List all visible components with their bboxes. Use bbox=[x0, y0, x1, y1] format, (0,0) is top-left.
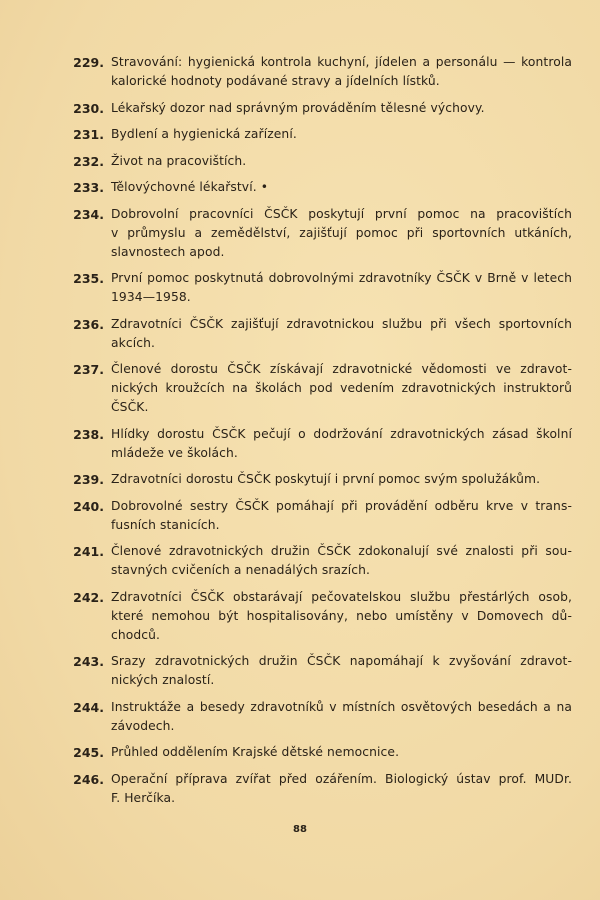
item-text-line: závodech. bbox=[111, 718, 175, 733]
list-item bbox=[68, 743, 572, 762]
item-text bbox=[111, 542, 572, 580]
numbered-list bbox=[68, 53, 572, 815]
list-item bbox=[68, 470, 572, 489]
item-text bbox=[111, 360, 572, 417]
item-text-line: chodců. bbox=[111, 627, 161, 642]
item-number: 242. bbox=[73, 589, 104, 605]
item-text bbox=[111, 470, 572, 489]
item-number: 244. bbox=[73, 699, 104, 715]
list-item bbox=[68, 770, 572, 808]
list-item bbox=[68, 588, 572, 645]
item-number: 240. bbox=[73, 498, 104, 514]
item-text-line: Instruktáže a besedy zdravotníků v místních osvětových besedách a na bbox=[111, 699, 572, 714]
item-text-line: Operační příprava zvířat před ozářením. Biologický ústav prof. MUDr. bbox=[111, 771, 572, 786]
item-text-line: Tělovýchovné lékařství. • bbox=[111, 180, 269, 194]
list-item bbox=[68, 360, 572, 417]
list-item bbox=[68, 542, 572, 580]
item-text-line: v průmyslu a zemědělství, zajišťují pomoc při sportovních utkáních, bbox=[111, 225, 572, 240]
item-text bbox=[111, 588, 572, 645]
item-number: 239. bbox=[73, 472, 104, 487]
item-text-line: kalorické hodnoty podávané stravy a jídelních lístků. bbox=[111, 74, 440, 88]
item-text-line: 1934—1958. bbox=[111, 290, 191, 304]
item-text-line: Život na pracovištích. bbox=[111, 153, 247, 168]
item-text bbox=[111, 152, 572, 171]
list-item bbox=[68, 205, 572, 262]
item-text-line: mládeže ve školách. bbox=[111, 445, 238, 460]
item-text-line: Zdravotníci ČSČK zajišťují zdravotnickou službu při všech sportovních bbox=[111, 316, 572, 331]
item-number: 238. bbox=[73, 426, 104, 442]
list-item bbox=[68, 53, 572, 91]
item-number: 245. bbox=[73, 745, 104, 760]
list-item bbox=[68, 315, 572, 353]
item-text-line: fusních stanicích. bbox=[111, 517, 220, 532]
item-text-line: ČSČK. bbox=[111, 400, 149, 414]
list-item bbox=[68, 497, 572, 535]
item-text bbox=[111, 497, 572, 535]
list-item bbox=[68, 652, 572, 690]
item-text bbox=[111, 178, 572, 197]
item-text bbox=[111, 269, 572, 307]
item-number: 246. bbox=[73, 771, 104, 787]
list-item bbox=[68, 269, 572, 307]
item-text-line: Lékařský dozor nad správným prováděním tělesné výchovy. bbox=[111, 100, 485, 115]
item-number: 233. bbox=[73, 180, 104, 195]
item-text-line: akcích. bbox=[111, 335, 155, 350]
item-number: 237. bbox=[73, 362, 104, 377]
item-number: 232. bbox=[73, 153, 104, 169]
item-text-line: Hlídky dorostu ČSČK pečují o dodržování zdravotnických zásad školní bbox=[111, 426, 572, 441]
item-text bbox=[111, 315, 572, 353]
item-text-line: Průhled oddělením Krajské dětské nemocnice. bbox=[111, 745, 400, 759]
item-number: 243. bbox=[73, 654, 104, 669]
item-text-line: Dobrovolní pracovníci ČSČK poskytují první pomoc na pracovištích bbox=[111, 206, 572, 221]
item-number: 236. bbox=[73, 316, 104, 332]
page-number: 88 bbox=[293, 824, 307, 835]
item-text bbox=[111, 698, 572, 736]
item-text bbox=[111, 425, 572, 463]
item-text bbox=[111, 53, 572, 91]
item-text-line: stavných cvičeních a nenadálých srazích. bbox=[111, 563, 370, 577]
item-number: 235. bbox=[73, 271, 104, 286]
item-text-line: Bydlení a hygienická zařízení. bbox=[111, 127, 297, 141]
list-item bbox=[68, 698, 572, 736]
item-number: 241. bbox=[73, 544, 104, 559]
item-text bbox=[111, 743, 572, 762]
list-item bbox=[68, 425, 572, 463]
list-item bbox=[68, 125, 572, 144]
item-text bbox=[111, 99, 572, 118]
item-text-line: slavnostech apod. bbox=[111, 244, 225, 259]
item-text-line: První pomoc poskytnutá dobrovolnými zdravotníky ČSČK v Brně v letech bbox=[111, 271, 572, 285]
item-text-line: Zdravotníci dorostu ČSČK poskytují i první pomoc svým spolužákům. bbox=[111, 472, 541, 486]
item-text bbox=[111, 125, 572, 144]
item-number: 229. bbox=[73, 55, 104, 70]
item-number: 231. bbox=[73, 127, 104, 142]
item-text-line: nických znalostí. bbox=[111, 673, 215, 687]
item-text-line: které nemohou být hospitalisovány, nebo umístěny v Domovech dů- bbox=[111, 608, 572, 623]
item-text-line: Stravování: hygienická kontrola kuchyní, jídelen a personálu — kontrola bbox=[111, 55, 572, 69]
item-text-line: nických kroužcích na školách pod vedením zdravotnických instruktorů bbox=[111, 381, 572, 395]
item-text-line: Zdravotníci ČSČK obstarávají pečovatelskou službu přestárlých osob, bbox=[111, 589, 572, 604]
item-number: 230. bbox=[73, 100, 104, 116]
item-text-line: Dobrovolné sestry ČSČK pomáhají při provádění odběru krve v trans- bbox=[111, 498, 572, 513]
item-text-line: Členové dorostu ČSČK získávají zdravotnické vědomosti ve zdravot- bbox=[111, 362, 572, 376]
item-text bbox=[111, 770, 572, 808]
item-number: 234. bbox=[73, 206, 104, 222]
list-item bbox=[68, 178, 572, 197]
list-item bbox=[68, 152, 572, 171]
item-text bbox=[111, 652, 572, 690]
item-text-line: Členové zdravotnických družin ČSČK zdokonalují své znalosti při sou- bbox=[111, 544, 572, 558]
item-text bbox=[111, 205, 572, 262]
item-text-line: F. Herčíka. bbox=[111, 790, 176, 805]
item-text-line: Srazy zdravotnických družin ČSČK napomáhají k zvyšování zdravot- bbox=[111, 654, 572, 668]
list-item bbox=[68, 99, 572, 118]
